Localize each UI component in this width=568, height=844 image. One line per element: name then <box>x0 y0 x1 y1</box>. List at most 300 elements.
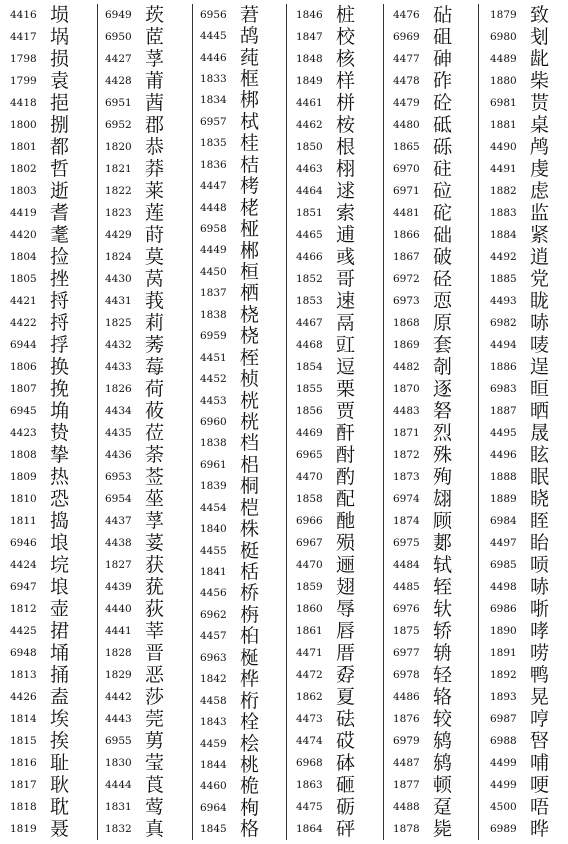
entry-character: 鸫 <box>433 730 453 752</box>
entry-number: 4444 <box>105 779 132 791</box>
character-entry <box>490 598 549 620</box>
character-entry <box>200 175 259 196</box>
entry-number: 4459 <box>200 737 227 750</box>
character-entry <box>10 466 69 488</box>
entry-number: 6983 <box>490 383 517 395</box>
entry-character: 捌 <box>50 114 70 136</box>
character-entry <box>200 604 259 625</box>
entry-number: 6978 <box>393 669 420 681</box>
entry-number: 6986 <box>490 603 517 615</box>
entry-number: 4464 <box>296 185 323 197</box>
entry-character: 轻 <box>433 664 453 686</box>
character-entry <box>10 796 69 818</box>
character-entry <box>200 197 259 218</box>
entry-number: 1813 <box>10 669 37 681</box>
entry-character: 砸 <box>336 774 356 796</box>
entry-character: 桤 <box>240 496 260 519</box>
entry-number: 4465 <box>296 229 323 241</box>
entry-number: 1831 <box>105 801 132 813</box>
entry-number: 1838 <box>200 308 227 321</box>
entry-character: 逐 <box>433 378 453 400</box>
entry-character: 莎 <box>145 686 165 708</box>
entry-number: 6949 <box>105 9 132 21</box>
character-entry <box>393 400 452 422</box>
entry-number: 4428 <box>105 75 132 87</box>
entry-number: 1883 <box>490 207 517 219</box>
entry-character: 眩 <box>530 444 550 466</box>
entry-number: 4480 <box>393 119 420 131</box>
entry-character: 豇 <box>336 334 356 356</box>
entry-number: 4423 <box>10 427 37 439</box>
entry-number: 6944 <box>10 339 37 351</box>
character-entry <box>10 620 69 642</box>
entry-character: 荽 <box>145 532 165 554</box>
entry-character: 株 <box>240 518 260 541</box>
entry-character: 莹 <box>145 752 165 774</box>
character-entry <box>105 576 164 598</box>
character-entry <box>105 224 164 246</box>
entry-character: 挹 <box>50 92 70 114</box>
entry-character: 晟 <box>530 422 550 444</box>
entry-character: 轼 <box>433 554 453 576</box>
entry-character: 顾 <box>433 510 453 532</box>
entry-number: 1861 <box>296 625 323 637</box>
entry-character: 原 <box>433 312 453 334</box>
character-entry <box>10 664 69 686</box>
entry-number: 1798 <box>10 53 37 65</box>
character-entry <box>296 334 355 356</box>
entry-number: 4455 <box>200 544 227 557</box>
character-entry <box>393 224 452 246</box>
character-entry <box>296 400 355 422</box>
character-entry <box>296 422 355 444</box>
entry-character: 莘 <box>145 620 165 642</box>
entry-character: 彧 <box>336 246 356 268</box>
entry-character: 辱 <box>336 598 356 620</box>
character-entry <box>10 290 69 312</box>
character-entry <box>105 510 164 532</box>
entry-character: 哲 <box>50 158 70 180</box>
character-entry <box>10 4 69 26</box>
character-entry <box>393 686 452 708</box>
entry-number: 4417 <box>10 31 37 43</box>
character-entry <box>105 268 164 290</box>
character-entry <box>105 686 164 708</box>
entry-number: 1800 <box>10 119 37 131</box>
character-entry <box>393 180 452 202</box>
character-entry <box>200 754 259 775</box>
character-entry <box>105 466 164 488</box>
entry-number: 4499 <box>490 779 517 791</box>
entry-number: 1881 <box>490 119 517 131</box>
entry-number: 4497 <box>490 537 517 549</box>
entry-number: 6954 <box>105 493 132 505</box>
entry-number: 1799 <box>10 75 37 87</box>
character-entry <box>490 686 549 708</box>
character-entry <box>296 620 355 642</box>
entry-number: 1834 <box>200 94 227 107</box>
entry-number: 4454 <box>200 501 227 514</box>
entry-character: 捋 <box>50 312 70 334</box>
entry-number: 1850 <box>296 141 323 153</box>
character-entry <box>393 334 452 356</box>
entry-number: 1822 <box>105 185 132 197</box>
character-entry <box>10 158 69 180</box>
character-entry <box>10 598 69 620</box>
entry-character: 耆 <box>50 202 70 224</box>
character-entry <box>490 356 549 378</box>
entry-character: 贽 <box>50 422 70 444</box>
character-entry <box>393 312 452 334</box>
entry-number: 1805 <box>10 273 37 285</box>
character-column-3 <box>200 4 284 840</box>
entry-number: 4474 <box>296 735 323 747</box>
character-entry <box>200 304 259 325</box>
entry-number: 4448 <box>200 201 227 214</box>
entry-character: 刬 <box>530 26 550 48</box>
entry-character: 逦 <box>336 554 356 576</box>
entry-number: 1841 <box>200 566 227 579</box>
character-entry <box>105 136 164 158</box>
entry-character: 莪 <box>145 290 165 312</box>
entry-number: 4462 <box>296 119 323 131</box>
entry-number: 4439 <box>105 581 132 593</box>
character-column-2 <box>105 4 189 840</box>
character-entry <box>393 730 452 752</box>
character-entry <box>296 26 355 48</box>
character-entry <box>10 554 69 576</box>
entry-number: 1876 <box>393 713 420 725</box>
entry-character: 莶 <box>145 466 165 488</box>
entry-number: 1839 <box>200 480 227 493</box>
entry-character: 莤 <box>145 92 165 114</box>
character-entry <box>200 540 259 561</box>
character-entry <box>296 642 355 664</box>
entry-number: 1818 <box>10 801 37 813</box>
character-entry <box>10 532 69 554</box>
character-entry <box>393 774 452 796</box>
entry-character: 挽 <box>50 378 70 400</box>
entry-number: 6966 <box>296 515 323 527</box>
character-entry <box>105 400 164 422</box>
entry-character: 厝 <box>336 642 356 664</box>
entry-number: 1862 <box>296 691 323 703</box>
entry-character: 栩 <box>336 158 356 180</box>
entry-character: 郪 <box>433 532 453 554</box>
entry-number: 6970 <box>393 163 420 175</box>
character-entry <box>393 202 452 224</box>
entry-number: 6980 <box>490 31 517 43</box>
entry-number: 1823 <box>105 207 132 219</box>
entry-character: 埌 <box>50 576 70 598</box>
entry-number: 1886 <box>490 361 517 373</box>
entry-number: 1891 <box>490 647 517 659</box>
entry-character: 轪 <box>433 598 453 620</box>
character-entry <box>490 224 549 246</box>
entry-number: 1893 <box>490 691 517 703</box>
entry-number: 1849 <box>296 75 323 87</box>
entry-number: 6972 <box>393 273 420 285</box>
character-entry <box>200 626 259 647</box>
character-entry <box>490 26 549 48</box>
entry-number: 4422 <box>10 317 37 329</box>
character-entry <box>393 4 452 26</box>
entry-number: 1889 <box>490 493 517 505</box>
entry-character: 莉 <box>145 312 165 334</box>
character-entry <box>105 312 164 334</box>
entry-number: 6961 <box>200 458 227 471</box>
entry-number: 1882 <box>490 185 517 197</box>
character-entry <box>296 774 355 796</box>
entry-number: 1848 <box>296 53 323 65</box>
character-entry <box>296 598 355 620</box>
character-entry <box>10 70 69 92</box>
entry-number: 6946 <box>10 537 37 549</box>
entry-character: 桕 <box>240 625 260 648</box>
entry-number: 4463 <box>296 163 323 175</box>
character-entry <box>200 476 259 497</box>
entry-number: 1819 <box>10 823 37 835</box>
entry-number: 1860 <box>296 603 323 615</box>
character-entry <box>105 532 164 554</box>
character-entry <box>296 752 355 774</box>
character-entry <box>490 730 549 752</box>
entry-character: 速 <box>336 290 356 312</box>
character-entry <box>490 664 549 686</box>
character-entry <box>105 334 164 356</box>
entry-number: 6977 <box>393 647 420 659</box>
entry-character: 捃 <box>50 620 70 642</box>
entry-character: 恧 <box>433 290 453 312</box>
entry-number: 1815 <box>10 735 37 747</box>
character-entry <box>393 444 452 466</box>
entry-number: 4447 <box>200 180 227 193</box>
entry-character: 哽 <box>530 774 550 796</box>
entry-character: 郴 <box>240 239 260 262</box>
character-entry <box>200 218 259 239</box>
entry-character: 莙 <box>240 3 260 26</box>
entry-character: 鸪 <box>240 25 260 48</box>
entry-character: 桔 <box>240 153 260 176</box>
entry-character: 哧 <box>530 312 550 334</box>
character-entry <box>10 268 69 290</box>
entry-number: 1801 <box>10 141 37 153</box>
entry-character: 挫 <box>50 268 70 290</box>
character-entry <box>10 752 69 774</box>
entry-character: 砥 <box>433 114 453 136</box>
entry-number: 1846 <box>296 9 323 21</box>
entry-number: 4500 <box>490 801 517 813</box>
entry-number: 1866 <box>393 229 420 241</box>
entry-number: 4436 <box>105 449 132 461</box>
character-entry <box>10 312 69 334</box>
entry-character: 砬 <box>433 180 453 202</box>
character-entry <box>490 774 549 796</box>
entry-character: 哳 <box>530 598 550 620</box>
character-entry <box>10 334 69 356</box>
entry-number: 6976 <box>393 603 420 615</box>
entry-number: 6957 <box>200 115 227 128</box>
entry-number: 1808 <box>10 449 37 461</box>
character-entry <box>296 554 355 576</box>
character-column-1 <box>10 4 94 840</box>
entry-character: 格 <box>240 818 260 841</box>
entry-character: 耄 <box>50 224 70 246</box>
entry-number: 6950 <box>105 31 132 43</box>
entry-character: 梴 <box>240 646 260 669</box>
entry-character: 莝 <box>145 488 165 510</box>
entry-character: 砮 <box>433 400 453 422</box>
entry-number: 1871 <box>393 427 420 439</box>
entry-character: 桡 <box>240 325 260 348</box>
entry-number: 1807 <box>10 383 37 395</box>
entry-character: 砹 <box>336 730 356 752</box>
character-column-5 <box>393 4 477 840</box>
character-entry <box>296 114 355 136</box>
entry-character: 砰 <box>336 818 356 840</box>
character-entry <box>10 92 69 114</box>
character-entry <box>393 114 452 136</box>
entry-number: 1869 <box>393 339 420 351</box>
entry-character: 酎 <box>336 444 356 466</box>
character-entry <box>393 246 452 268</box>
entry-character: 逍 <box>530 246 550 268</box>
entry-number: 1845 <box>200 823 227 836</box>
entry-number: 1885 <box>490 273 517 285</box>
character-entry <box>393 378 452 400</box>
character-entry <box>105 180 164 202</box>
entry-number: 1827 <box>105 559 132 571</box>
character-entry <box>393 598 452 620</box>
entry-character: 砫 <box>433 158 453 180</box>
character-entry <box>393 290 452 312</box>
character-entry <box>200 733 259 754</box>
entry-number: 4418 <box>10 97 37 109</box>
entry-character: 桢 <box>240 368 260 391</box>
entry-number: 4467 <box>296 317 323 329</box>
entry-character: 捅 <box>50 664 70 686</box>
entry-character: 哺 <box>530 752 550 774</box>
character-entry <box>200 711 259 732</box>
entry-character: 莅 <box>145 422 165 444</box>
character-entry <box>393 488 452 510</box>
entry-character: 逑 <box>336 180 356 202</box>
character-entry <box>200 25 259 46</box>
entry-character: 郡 <box>145 114 165 136</box>
entry-character: 孬 <box>336 664 356 686</box>
entry-character: 桥 <box>240 582 260 605</box>
entry-character: 晓 <box>530 488 550 510</box>
entry-character: 砣 <box>433 202 453 224</box>
character-entry <box>490 752 549 774</box>
entry-number: 6952 <box>105 119 132 131</box>
character-entry <box>10 488 69 510</box>
character-entry <box>10 708 69 730</box>
entry-number: 6965 <box>296 449 323 461</box>
entry-character: 哧 <box>530 576 550 598</box>
character-entry <box>296 92 355 114</box>
entry-number: 1868 <box>393 317 420 329</box>
character-entry <box>393 422 452 444</box>
character-entry <box>490 202 549 224</box>
entry-character: 唝 <box>530 554 550 576</box>
character-entry <box>393 70 452 92</box>
character-entry <box>10 356 69 378</box>
entry-number: 4490 <box>490 141 517 153</box>
entry-character: 莆 <box>145 70 165 92</box>
entry-number: 1873 <box>393 471 420 483</box>
entry-number: 4449 <box>200 244 227 257</box>
entry-number: 6968 <box>296 757 323 769</box>
character-entry <box>490 158 549 180</box>
character-entry <box>393 136 452 158</box>
entry-number: 4485 <box>393 581 420 593</box>
character-entry <box>490 620 549 642</box>
character-entry <box>296 378 355 400</box>
character-entry <box>10 224 69 246</box>
character-entry <box>200 240 259 261</box>
character-entry <box>10 686 69 708</box>
entry-number: 1812 <box>10 603 37 615</box>
character-entry <box>393 818 452 840</box>
entry-number: 1851 <box>296 207 323 219</box>
entry-number: 4443 <box>105 713 132 725</box>
entry-number: 1821 <box>105 163 132 175</box>
entry-character: 桄 <box>240 411 260 433</box>
entry-character: 栖 <box>240 282 260 305</box>
entry-number: 4435 <box>105 427 132 439</box>
entry-character: 鬲 <box>336 312 356 334</box>
entry-number: 4434 <box>105 405 132 417</box>
entry-character: 眬 <box>530 290 550 312</box>
entry-number: 4499 <box>490 757 517 769</box>
character-entry <box>490 48 549 70</box>
entry-character: 栟 <box>336 92 356 114</box>
character-entry <box>490 400 549 422</box>
entry-character: 桅 <box>240 775 260 798</box>
entry-character: 莫 <box>145 246 165 268</box>
entry-character: 莸 <box>145 576 165 598</box>
entry-number: 6959 <box>200 330 227 343</box>
column-divider <box>383 4 384 840</box>
entry-number: 6985 <box>490 559 517 571</box>
entry-character: 桂 <box>240 132 260 155</box>
character-entry <box>490 554 549 576</box>
entry-number: 1824 <box>105 251 132 263</box>
entry-character: 档 <box>240 432 260 455</box>
character-entry <box>105 378 164 400</box>
entry-character: 捣 <box>50 510 70 532</box>
entry-character: 眙 <box>530 532 550 554</box>
entry-character: 殉 <box>433 466 453 488</box>
entry-number: 4442 <box>105 691 132 703</box>
entry-character: 样 <box>336 70 356 92</box>
entry-number: 1811 <box>10 515 37 527</box>
character-entry <box>10 246 69 268</box>
entry-character: 莨 <box>145 774 165 796</box>
character-entry <box>10 818 69 840</box>
entry-character: 损 <box>50 48 70 70</box>
entry-character: 鸫 <box>433 752 453 774</box>
entry-character: 莴 <box>145 268 165 290</box>
entry-character: 莽 <box>145 158 165 180</box>
entry-character: 眰 <box>530 510 550 532</box>
character-entry <box>200 133 259 154</box>
entry-number: 1890 <box>490 625 517 637</box>
entry-number: 1838 <box>200 437 227 450</box>
entry-character: 桧 <box>240 732 260 755</box>
entry-number: 1856 <box>296 405 323 417</box>
